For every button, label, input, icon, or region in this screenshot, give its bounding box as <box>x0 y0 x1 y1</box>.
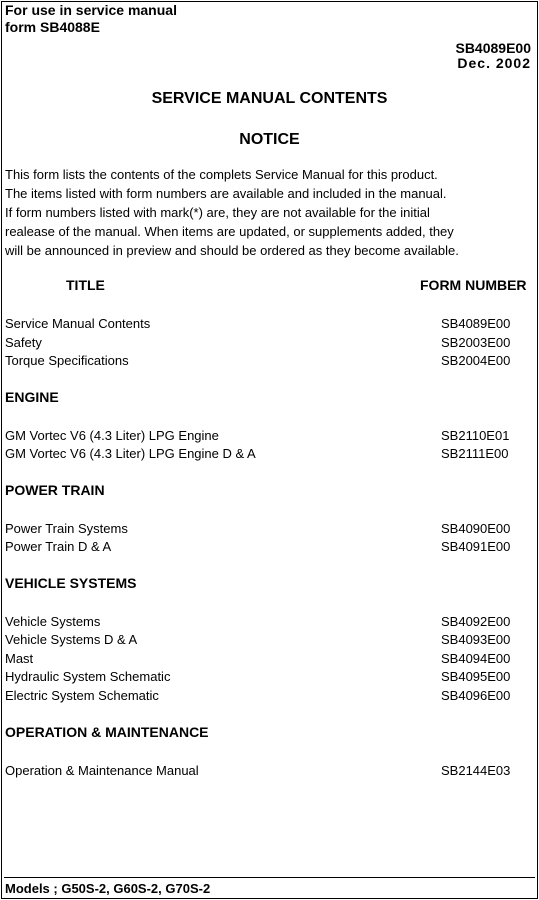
item-form-number: SB2003E00 <box>441 335 511 350</box>
item-form-number: SB2111E00 <box>441 446 509 461</box>
item-form-number: SB4095E00 <box>441 669 511 684</box>
item-form-number: SB2110E01 <box>441 428 510 443</box>
issue-date: Dec. 2002 <box>457 55 531 71</box>
item-title: GM Vortec V6 (4.3 Liter) LPG Engine D & A <box>5 446 256 461</box>
notice-body <box>5 165 459 260</box>
item-title: Safety <box>5 335 42 350</box>
notice-line: This form lists the contents of the complets Service Manual for this product. <box>5 167 438 182</box>
item-form-number: SB4091E00 <box>441 539 511 554</box>
item-form-number: SB4090E00 <box>441 521 511 536</box>
section-heading-engine: ENGINE <box>5 389 59 405</box>
item-title: Power Train Systems <box>5 521 128 536</box>
item-form-number: SB2144E03 <box>441 763 511 778</box>
item-form-number: SB4096E00 <box>441 688 511 703</box>
usage-note-line1: For use in service manual <box>5 2 177 18</box>
item-title: GM Vortec V6 (4.3 Liter) LPG Engine <box>5 428 219 443</box>
item-title: Operation & Maintenance Manual <box>5 763 199 778</box>
notice-line: will be announced in preview and should be ordered as they become available. <box>5 243 459 258</box>
form-number: SB4089E00 <box>455 40 531 56</box>
item-title: Mast <box>5 651 34 666</box>
item-form-number: SB2004E00 <box>441 353 511 368</box>
column-header-title: TITLE <box>66 277 105 293</box>
notice-line: If form numbers listed with mark(*) are, they are not available for the initial <box>5 205 430 220</box>
section-heading-operation-maintenance: OPERATION & MAINTENANCE <box>5 724 209 740</box>
item-title: Vehicle Systems <box>5 614 101 629</box>
item-title: Electric System Schematic <box>5 688 159 703</box>
item-title: Hydraulic System Schematic <box>5 669 171 684</box>
item-form-number: SB4089E00 <box>441 316 511 331</box>
models-footer: Models ; G50S-2, G60S-2, G70S-2 <box>5 881 211 896</box>
item-title: Vehicle Systems D & A <box>5 632 138 647</box>
item-form-number: SB4092E00 <box>441 614 511 629</box>
usage-note-line2: form SB4088E <box>5 19 100 35</box>
item-title: Power Train D & A <box>5 539 112 554</box>
section-heading-vehicle-systems: VEHICLE SYSTEMS <box>5 575 137 591</box>
item-form-number: SB4094E00 <box>441 651 511 666</box>
item-form-number: SB4093E00 <box>441 632 511 647</box>
notice-line: The items listed with form numbers are available and included in the manual. <box>5 186 447 201</box>
section-heading-power-train: POWER TRAIN <box>5 482 105 498</box>
item-title: Service Manual Contents <box>5 316 151 331</box>
footer-divider <box>4 877 535 878</box>
column-header-form-number: FORM NUMBER <box>420 277 527 293</box>
notice-heading: NOTICE <box>239 131 300 148</box>
page-title: SERVICE MANUAL CONTENTS <box>151 90 388 107</box>
notice-line: realease of the manual. When items are updated, or supplements added, they <box>5 224 454 239</box>
item-title: Torque Specifications <box>5 353 129 368</box>
